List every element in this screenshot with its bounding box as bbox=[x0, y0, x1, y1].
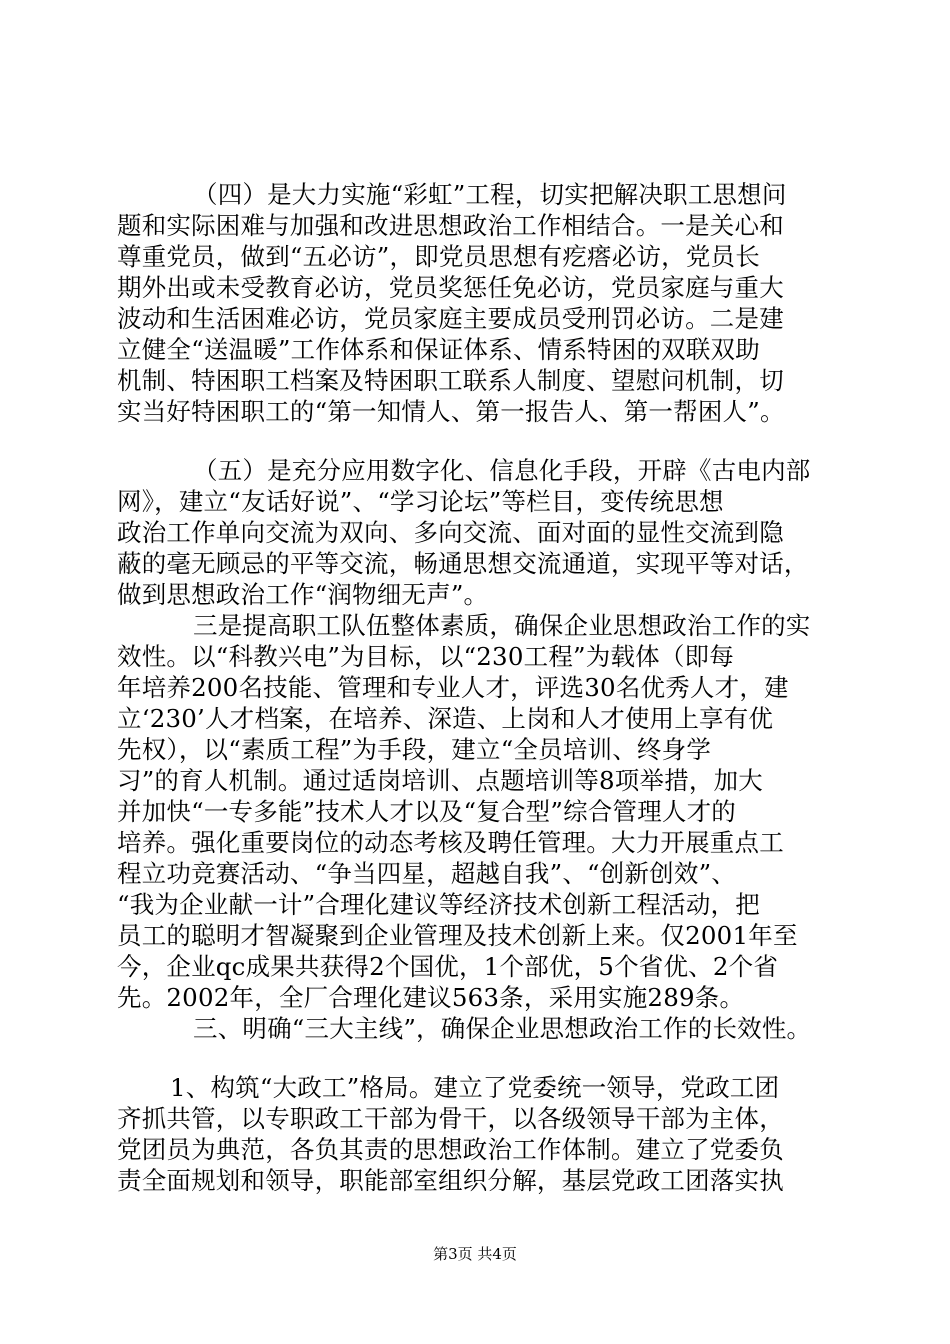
item-1-line-3: 党团员为典范，各负其责的思想政治工作体制。建立了党委负 bbox=[117, 1135, 784, 1164]
section-3-line-4: 立‘230’人才档案，在培养、深造、上岗和人才使用上享有优 bbox=[117, 704, 774, 733]
paragraph-5-line-1: （五）是充分应用数字化、信息化手段，开辟《古电内部 bbox=[193, 456, 811, 485]
paragraph-4-line-1: （四）是大力实施“彩虹”工程，切实把解决职工思想问 bbox=[193, 180, 787, 209]
item-1-line-1: 1、构筑“大政工”格局。建立了党委统一领导，党政工团 bbox=[170, 1073, 780, 1102]
section-3-line-6: 习”的育人机制。通过适岗培训、点题培训等8项举措，加大 bbox=[117, 766, 764, 795]
section-3-line-1: 三是提高职工队伍整体素质，确保企业思想政治工作的实 bbox=[193, 611, 811, 640]
paragraph-4-line-2: 题和实际困难与加强和改进思想政治工作相结合。一是关心和 bbox=[117, 211, 784, 240]
paragraph-5-line-4: 蔽的毫无顾忌的平等交流，畅通思想交流通道，实现平等对话， bbox=[117, 549, 809, 578]
section-3-line-5: 先权），以“素质工程”为手段，建立“全员培训、终身学 bbox=[117, 735, 712, 764]
paragraph-4-line-6: 立健全“送温暖”工作体系和保证体系、情系特困的双联双助 bbox=[117, 335, 760, 364]
section-3-line-3: 年培养200名技能、管理和专业人才，评选30名优秀人才，建 bbox=[117, 673, 789, 702]
paragraph-4-line-5: 波动和生活困难必访，党员家庭主要成员受刑罚必访。二是建 bbox=[117, 304, 784, 333]
paragraph-4-line-3: 尊重党员，做到“五必访”，即党员思想有疙瘩必访，党员长 bbox=[117, 242, 760, 271]
section-3-line-12: 今，企业qc成果共获得2个国优，1个部优，5个省优、2个省 bbox=[117, 952, 779, 981]
paragraph-4-line-7: 机制、特困职工档案及特困职工联系人制度、望慰问机制，切 bbox=[117, 366, 784, 395]
section-heading-three: 三、明确“三大主线”，确保企业思想政治工作的长效性。 bbox=[193, 1014, 812, 1043]
page-footer: 第3页 共4页 bbox=[433, 1245, 517, 1263]
paragraph-5-line-3: 政治工作单向交流为双向、多向交流、面对面的显性交流到隐 bbox=[117, 518, 784, 547]
paragraph-5-line-5: 做到思想政治工作“润物细无声”。 bbox=[117, 580, 489, 609]
section-3-line-2: 效性。以“科教兴电”为目标，以“230工程”为载体（即每 bbox=[117, 642, 734, 671]
section-3-line-10: “我为企业献一计”合理化建议等经济技术创新工程活动，把 bbox=[117, 890, 760, 919]
paragraph-4-line-4: 期外出或未受教育必访，党员奖惩任免必访，党员家庭与重大 bbox=[117, 273, 784, 302]
item-1-line-2: 齐抓共管，以专职政工干部为骨干，以各级领导干部为主体， bbox=[117, 1104, 784, 1133]
section-3-line-11: 员工的聪明才智凝聚到企业管理及技术创新上来。仅2001年至 bbox=[117, 921, 798, 950]
section-3-line-8: 培养。强化重要岗位的动态考核及聘任管理。大力开展重点工 bbox=[117, 828, 784, 857]
item-1-line-4: 责全面规划和领导，职能部室组织分解，基层党政工团落实执 bbox=[117, 1166, 784, 1195]
paragraph-4-line-8: 实当好特困职工的“第一知情人、第一报告人、第一帮困人”。 bbox=[117, 397, 785, 426]
section-3-line-7: 并加快“一专多能”技术人才以及“复合型”综合管理人才的 bbox=[117, 797, 736, 826]
section-3-line-13: 先。2002年，全厂合理化建议563条，采用实施289条。 bbox=[117, 983, 745, 1012]
paragraph-5-line-2: 网》，建立“友话好说”、“学习论坛”等栏目，变传统思想 bbox=[117, 487, 724, 516]
section-3-line-9: 程立功竞赛活动、“争当四星，超越自我”、“创新创效”、 bbox=[117, 859, 736, 888]
